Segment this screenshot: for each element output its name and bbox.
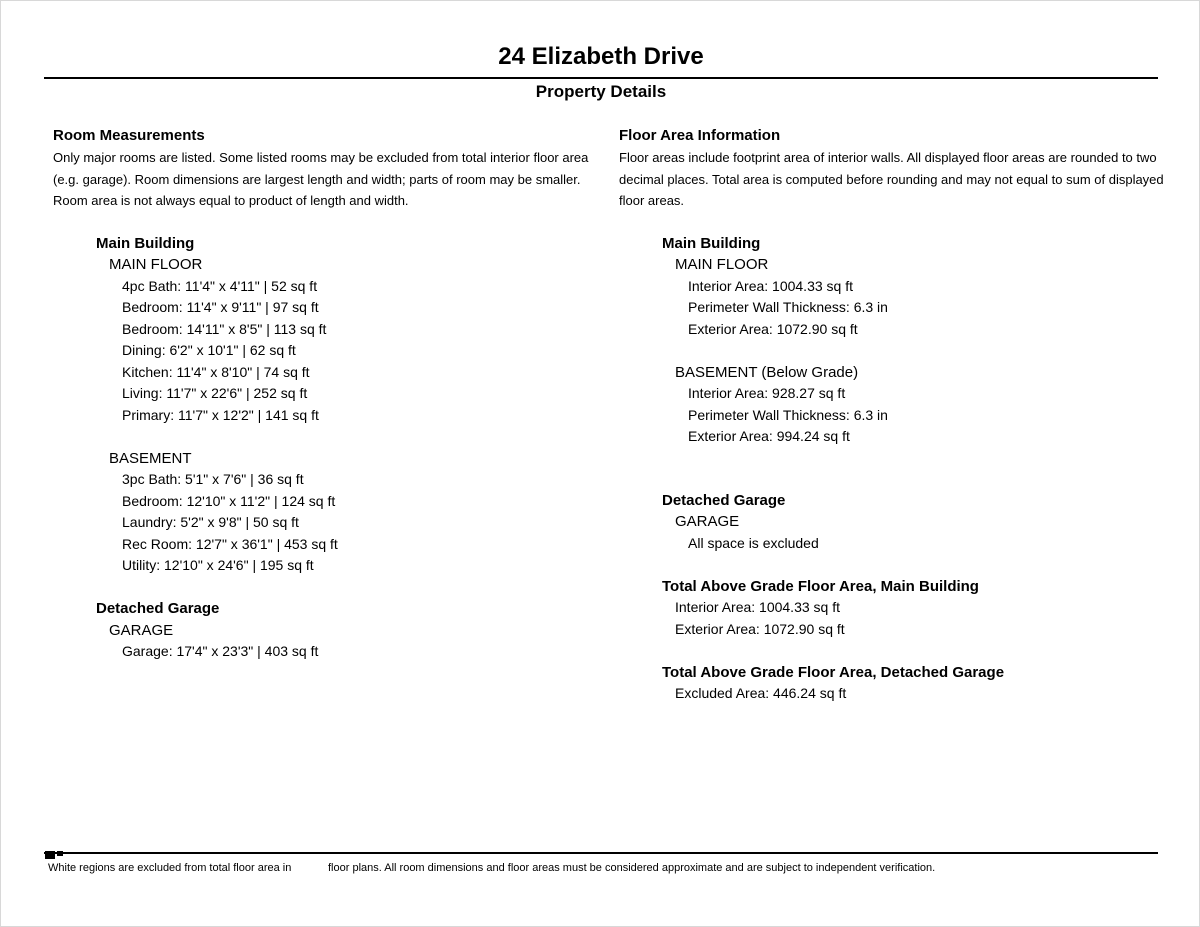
exterior-area: Exterior Area: 1072.90 sq ft	[688, 320, 858, 337]
room-item: Kitchen: 11'4" x 8'10" | 74 sq ft	[122, 363, 310, 380]
total-main-heading: Total Above Grade Floor Area, Main Building	[662, 577, 979, 595]
logo-fragment-icon	[45, 851, 105, 859]
floor-name-basement: BASEMENT	[109, 449, 192, 467]
floor-area-list	[662, 233, 1169, 705]
spacer	[96, 426, 598, 448]
exterior-area: Exterior Area: 994.24 sq ft	[688, 428, 850, 444]
room-item: Living: 11'7" x 22'6" | 252 sq ft	[122, 385, 308, 401]
room-item: Primary: 11'7" x 12'2" | 141 sq ft	[122, 406, 319, 423]
room-measurements-intro: Only major rooms are listed. Some listed rooms may be excluded from total interior floor area (e.g. garage). Room dimensions are largest length and width; parts of room may be smaller. Room area is not always equal to product of length and width.	[53, 150, 589, 208]
interior-area: Interior Area: 1004.33 sq ft	[688, 277, 853, 294]
room-item: Utility: 12'10" x 24'6" | 195 sq ft	[122, 557, 314, 573]
total-main-interior: Interior Area: 1004.33 sq ft	[675, 599, 840, 615]
room-item: Bedroom: 12'10" x 11'2" | 124 sq ft	[122, 492, 336, 509]
room-measurements-heading: Room Measurements	[53, 127, 205, 144]
floor-name-main-floor: MAIN FLOOR	[109, 256, 203, 273]
page-subtitle: Property Details	[535, 82, 667, 101]
page-title: 24 Elizabeth Drive	[498, 43, 704, 70]
wall-thickness: Perimeter Wall Thickness: 6.3 in	[688, 406, 888, 423]
floor-name-garage: GARAGE	[109, 621, 174, 639]
spacer	[96, 577, 598, 599]
room-item: 4pc Bath: 11'4" x 4'11" | 52 sq ft	[122, 277, 318, 294]
floor-name-basement: BASEMENT (Below Grade)	[675, 363, 859, 381]
footer-note-start: White regions are excluded from total floor area in	[48, 862, 292, 874]
room-measurements-section	[53, 126, 598, 663]
total-garage-excluded: Excluded Area: 446.24 sq ft	[675, 685, 847, 701]
spacer	[662, 340, 1169, 362]
floor-name-main-floor: MAIN FLOOR	[675, 256, 769, 273]
garage-note: All space is excluded	[688, 534, 819, 551]
floor-area-section	[619, 126, 1169, 705]
floor-area-heading: Floor Area Information	[619, 127, 781, 144]
building-name-main: Main Building	[96, 234, 195, 252]
building-name-main: Main Building	[662, 234, 761, 252]
building-name-garage: Detached Garage	[96, 600, 220, 617]
floor-name-garage: GARAGE	[675, 513, 740, 530]
room-item: Laundry: 5'2" x 9'8" | 50 sq ft	[122, 514, 299, 530]
wall-thickness: Perimeter Wall Thickness: 6.3 in	[688, 299, 888, 315]
spacer	[662, 554, 1169, 576]
room-item: Dining: 6'2" x 10'1" | 62 sq ft	[122, 342, 296, 358]
room-item: Bedroom: 11'4" x 9'11" | 97 sq ft	[122, 299, 319, 315]
total-main-exterior: Exterior Area: 1072.90 sq ft	[675, 620, 845, 637]
room-item: Garage: 17'4" x 23'3" | 403 sq ft	[122, 643, 319, 659]
room-list	[96, 233, 598, 663]
room-item: Bedroom: 14'11" x 8'5" | 113 sq ft	[122, 320, 327, 337]
room-item: 3pc Bath: 5'1" x 7'6" | 36 sq ft	[122, 471, 304, 487]
building-name-garage: Detached Garage	[662, 491, 786, 509]
spacer	[662, 448, 1169, 490]
interior-area: Interior Area: 928.27 sq ft	[688, 385, 846, 401]
spacer	[662, 640, 1169, 662]
footer-divider	[44, 852, 1158, 854]
floor-area-intro: Floor areas include footprint area of interior walls. All displayed floor areas are rounded to two decimal places. Total area is computed before rounding and may not equal to sum of displayed floor areas.	[619, 150, 1164, 208]
footer-note-end: floor plans. All room dimensions and floor areas must be considered approximate and are subject to independent verification.	[328, 862, 936, 874]
total-garage-heading: Total Above Grade Floor Area, Detached Garage	[662, 663, 1005, 681]
title-divider	[44, 77, 1158, 79]
room-item: Rec Room: 12'7" x 36'1" | 453 sq ft	[122, 535, 338, 552]
